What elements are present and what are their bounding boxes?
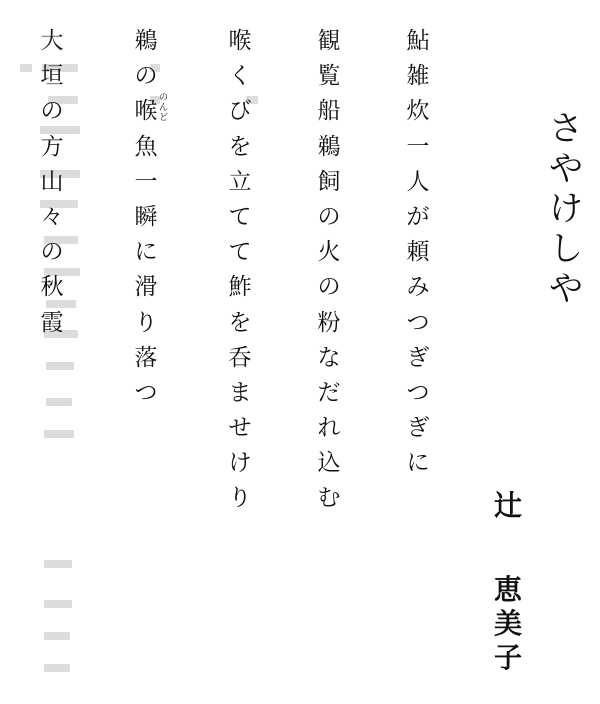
poem-char: つ [406, 379, 430, 406]
poem-char: 魚 [134, 133, 158, 160]
poem-char: を [228, 133, 252, 160]
title [544, 109, 588, 312]
poem-char: 霞 [40, 309, 64, 336]
poem-char: 観 [317, 28, 341, 54]
poem-1 [400, 30, 436, 487]
poem-char: て [228, 203, 252, 230]
poem-char: つ [406, 309, 430, 336]
poem-char: り [134, 309, 158, 336]
poem-char: み [406, 274, 430, 301]
poem-char: て [228, 239, 252, 266]
poem-char: の [40, 239, 64, 266]
poem-char: 喉 [228, 28, 252, 54]
poem-char: 雑 [406, 63, 430, 90]
poem-char: な [317, 344, 341, 371]
poem-char: ぎ [406, 344, 430, 371]
poem-2 [311, 30, 347, 523]
poem-3 [222, 30, 258, 523]
poem-char: に [134, 239, 158, 266]
poem-char: に [406, 450, 430, 477]
poem-char: 人 [406, 168, 430, 195]
poem-char: 一 [134, 168, 158, 195]
poem-char: 飼 [317, 168, 341, 195]
poem-char: 大 [40, 28, 64, 54]
poem-char: せ [228, 415, 252, 442]
poem-char: を [228, 309, 252, 336]
author-name [488, 489, 528, 678]
poem-char: 々 [40, 203, 64, 230]
poem-char: む [317, 485, 341, 512]
poem-char: 山 [40, 168, 64, 195]
poem-char: 込 [317, 450, 341, 477]
poem-char: 瞬 [134, 203, 158, 230]
author-given-char: 美 [493, 607, 522, 640]
poem-char: 鵜 [317, 133, 341, 160]
poem-char: だ [317, 379, 341, 406]
poem-char: 鵜 [134, 28, 158, 54]
title-char: し [549, 229, 583, 269]
poem-char: 船 [317, 98, 341, 125]
poem-5 [34, 30, 70, 347]
poem-char: け [228, 450, 252, 477]
poem-char: く [228, 63, 252, 90]
poem-char: 鮎 [406, 28, 430, 54]
poem-char: 秋 [40, 274, 64, 301]
poem-4 [128, 28, 168, 417]
poem-char: 呑 [228, 344, 252, 371]
poem-char: ま [228, 379, 252, 406]
poem-char: 一 [406, 133, 430, 160]
poem-char: の [134, 63, 158, 90]
poem-char: ぎ [406, 415, 430, 442]
poem-char: れ [317, 415, 341, 442]
poem-char: 立 [228, 168, 252, 195]
poem-char: 垣 [40, 63, 64, 90]
poem-char: 粉 [317, 309, 341, 336]
author-family-name: 辻 [493, 489, 522, 522]
title-char: さ [549, 109, 583, 149]
poem-char: が [406, 203, 430, 230]
title-char: や [549, 149, 583, 189]
poem-char: 覧 [317, 63, 341, 90]
poem-char: 喉 の ん ど [134, 93, 168, 125]
poem-char: 滑 [134, 274, 158, 301]
author-given-char: 恵 [493, 573, 522, 606]
poem-char: の [317, 203, 341, 230]
poem-char: の [317, 274, 341, 301]
poem-char: 落 [134, 344, 158, 371]
title-char: や [549, 269, 583, 309]
poem-char: つ [134, 379, 158, 406]
title-char: け [549, 189, 583, 229]
poem-char: 火 [317, 239, 341, 266]
poem-char: 方 [40, 133, 64, 160]
poem-char: 鮓 [228, 274, 252, 301]
poem-char: の [40, 98, 64, 125]
furigana-reading: の ん ど [158, 93, 168, 124]
poem-char: 炊 [406, 98, 430, 125]
poem-char: び [228, 98, 252, 125]
poem-char: 頼 [406, 239, 430, 266]
author-given-char: 子 [493, 641, 522, 674]
poem-char: り [228, 485, 252, 512]
author-given-name [493, 573, 522, 678]
